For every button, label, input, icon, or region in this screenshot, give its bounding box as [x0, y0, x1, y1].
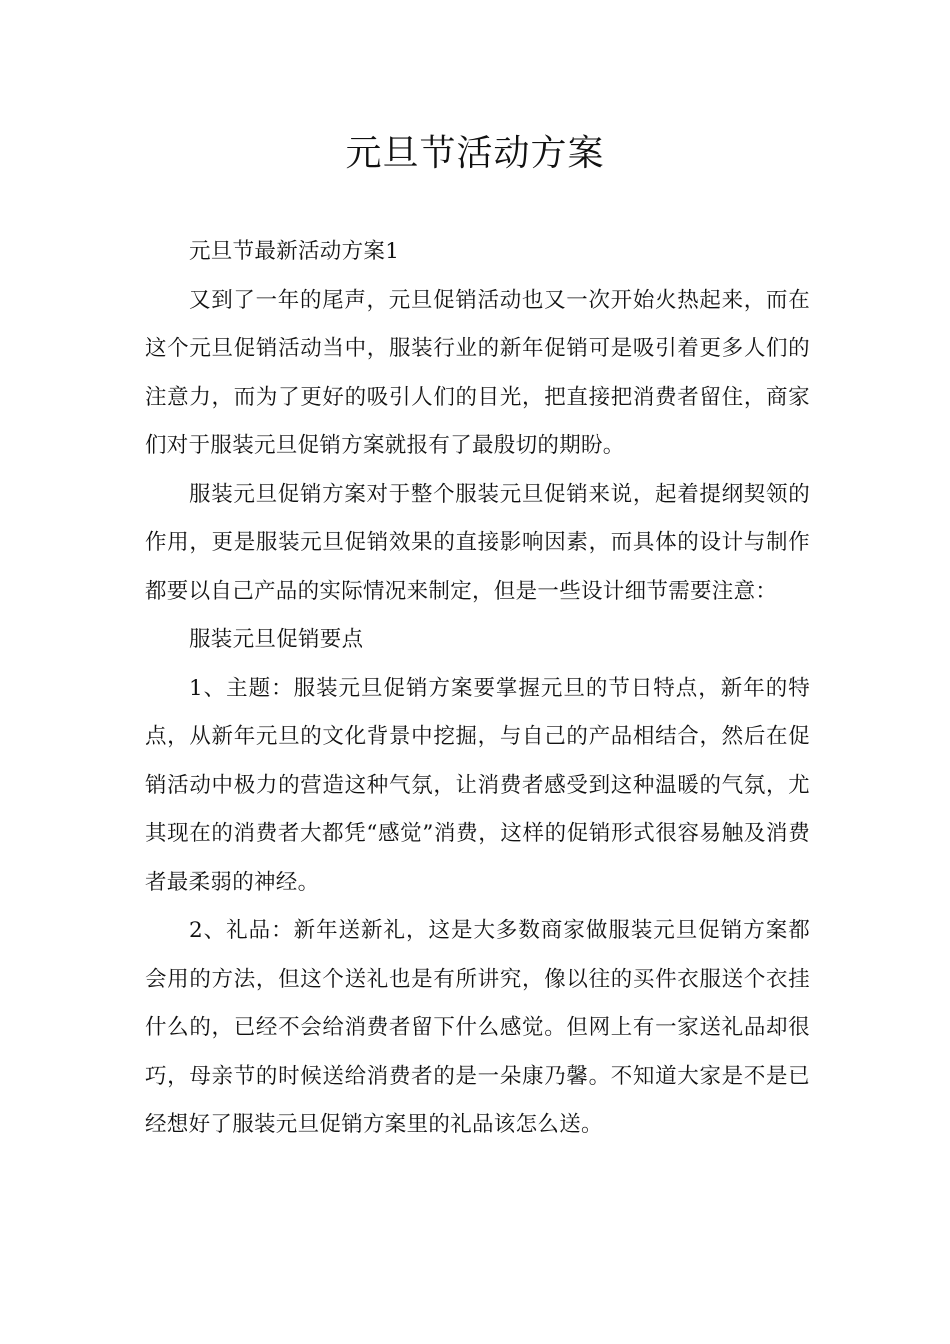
- subheading-key-points: 服装元旦促销要点: [189, 627, 364, 652]
- document-title: 元旦节活动方案: [345, 133, 605, 174]
- paragraph-point-gifts: 2、礼品：新年送新礼，这是大多数商家做服装元旦促销方案都会用的方法，但这个送礼也是有所讲究，像以往的买件衣服送个衣挂什么的，已经不会给消费者留下什么感觉。但网上有一家送礼品却很巧，母亲节的时候送给消费者的是一朵康乃馨。不知道大家是不是已经想好了服装元旦促销方案里的礼品该怎么送。: [145, 918, 810, 1137]
- section-heading: 元旦节最新活动方案1: [189, 239, 400, 264]
- paragraph-point-theme: 1、主题：服装元旦促销方案要掌握元旦的节日特点，新年的特点，从新年元旦的文化背景中挖掘，与自己的产品相结合，然后在促销活动中极力的营造这种气氛，让消费者感受到这种温暖的气氛，尤其现在的消费者大都凭“感觉”消费，这样的促销形式很容易触及消费者最柔弱的神经。: [145, 675, 810, 895]
- paragraph-intro: 又到了一年的尾声，元旦促销活动也又一次开始火热起来，而在这个元旦促销活动当中，服装行业的新年促销可是吸引着更多人们的注意力，而为了更好的吸引人们的目光，把直接把消费者留住，商家们对于服装元旦促销方案就报有了最殷切的期盼。: [145, 287, 810, 458]
- document-body: [145, 228, 810, 1150]
- paragraph-overview: 服装元旦促销方案对于整个服装元旦促销来说，起着提纲契领的作用，更是服装元旦促销效果的直接影响因素，而具体的设计与制作都要以自己产品的实际情况来制定，但是一些设计细节需要注意：: [145, 481, 810, 604]
